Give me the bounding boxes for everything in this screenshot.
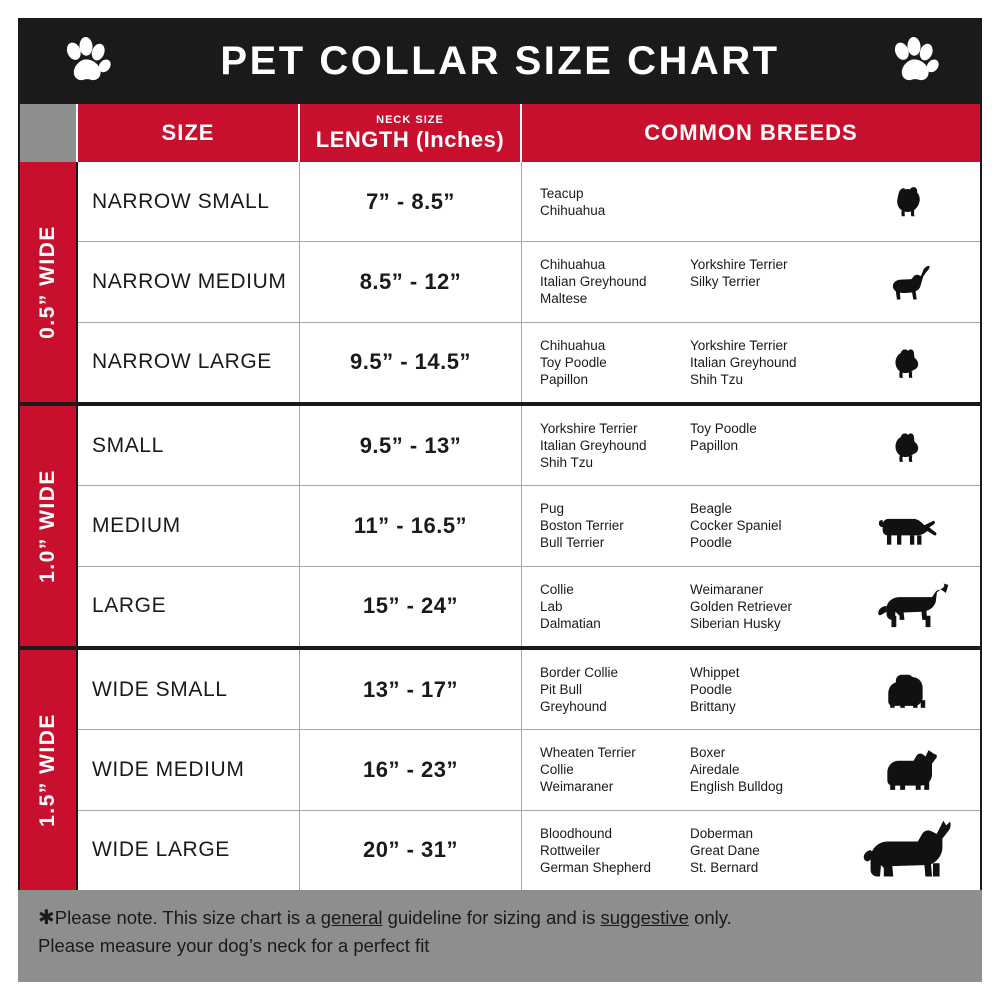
cell-breeds — [522, 650, 980, 729]
group-rows — [78, 162, 980, 402]
chihuahua-dog-icon — [860, 250, 970, 314]
group-label-text: 1.0” WIDE — [36, 469, 60, 583]
bulldog-dog-icon — [860, 658, 970, 722]
beagle-dog-icon — [860, 494, 970, 558]
table-row — [78, 486, 980, 566]
column-header-breeds: COMMON BREEDS — [644, 120, 858, 145]
table-row — [78, 567, 980, 646]
chart-header — [18, 18, 982, 104]
cell-length: 9.5” - 13” — [300, 406, 522, 485]
breed-list-col1: Yorkshire Terrier Italian Greyhound Shih Tzu — [540, 421, 647, 471]
breed-list-col1: Collie Lab Dalmatian — [540, 581, 601, 631]
boxer-dog-icon — [860, 738, 970, 802]
cell-size: WIDE MEDIUM — [78, 730, 300, 809]
breed-list-col2: Boxer Airedale English Bulldog — [690, 745, 784, 795]
breed-list-col2: Weimaraner Golden Retriever Siberian Husky — [690, 581, 793, 631]
disclaimer-text-b: guideline for sizing and is — [382, 907, 601, 928]
breed-list-col1: Teacup Chihuahua — [540, 185, 606, 218]
group-rows — [78, 650, 980, 890]
cell-breeds — [522, 730, 980, 809]
cell-length: 15” - 24” — [300, 567, 522, 646]
column-header-length-main: LENGTH (Inches) — [315, 126, 505, 152]
cell-breeds — [522, 567, 980, 646]
cell-size: WIDE SMALL — [78, 650, 300, 729]
paw-icon — [888, 35, 940, 87]
group-rows — [78, 406, 980, 646]
cell-length: 9.5” - 14.5” — [300, 323, 522, 402]
breed-list-col2: Beagle Cocker Spaniel Poodle — [690, 501, 782, 551]
breed-list-col2: Yorkshire Terrier Italian Greyhound Shih Tzu — [690, 337, 797, 387]
column-header-length-sub: NECK SIZE — [376, 113, 444, 126]
width-group — [20, 650, 980, 890]
breed-list-col2: Doberman Great Dane St. Bernard — [690, 825, 760, 875]
disclaimer-line-2: Please measure your dog’s neck for a perfect fit — [38, 935, 430, 956]
breed-list-col2 — [690, 185, 850, 219]
cell-size: NARROW LARGE — [78, 323, 300, 402]
breed-list-col2: Yorkshire Terrier Silky Terrier — [690, 257, 788, 290]
cell-size: NARROW SMALL — [78, 162, 300, 241]
asterisk-icon: ✱ — [38, 907, 55, 929]
disclaimer-emphasis-general: general — [320, 907, 383, 928]
breed-list-col1: Chihuahua Italian Greyhound Maltese — [540, 257, 647, 307]
doberman-dog-icon — [860, 818, 970, 882]
disclaimer-line-1 — [38, 904, 962, 932]
paw-icon — [60, 35, 112, 87]
cell-size: NARROW MEDIUM — [78, 242, 300, 321]
table-row — [78, 730, 980, 810]
cell-length: 16” - 23” — [300, 730, 522, 809]
pet-collar-size-chart — [18, 18, 982, 982]
table-row — [78, 162, 980, 242]
cell-breeds — [522, 242, 980, 321]
group-label-text: 0.5” WIDE — [36, 225, 60, 339]
cell-breeds — [522, 162, 980, 241]
cell-size: MEDIUM — [78, 486, 300, 565]
cell-length: 11” - 16.5” — [300, 486, 522, 565]
column-header-size: SIZE — [78, 104, 300, 162]
disclaimer-emphasis-suggestive: suggestive — [600, 907, 689, 928]
table-row — [78, 650, 980, 730]
cell-size: SMALL — [78, 406, 300, 485]
pomeranian-dog-icon — [860, 330, 970, 394]
table-header-row — [20, 104, 980, 162]
width-group — [20, 162, 980, 406]
breed-list-col1: Pug Boston Terrier Bull Terrier — [540, 501, 624, 551]
cell-breeds — [522, 406, 980, 485]
cell-length: 20” - 31” — [300, 811, 522, 890]
breed-list-col2: Whippet Poodle Brittany — [690, 665, 740, 715]
cell-size: LARGE — [78, 567, 300, 646]
group-label-text: 1.5” WIDE — [36, 713, 60, 827]
disclaimer-text-a: Please note. This size chart is a — [54, 907, 321, 928]
retriever-dog-icon — [860, 574, 970, 638]
cell-breeds — [522, 811, 980, 890]
table-row — [78, 242, 980, 322]
cell-size: WIDE LARGE — [78, 811, 300, 890]
breed-list-col2: Toy Poodle Papillon — [690, 421, 757, 454]
width-group — [20, 406, 980, 650]
table-body — [20, 162, 980, 890]
cell-length: 8.5” - 12” — [300, 242, 522, 321]
table-row — [78, 323, 980, 402]
cell-length: 13” - 17” — [300, 650, 522, 729]
cell-breeds — [522, 323, 980, 402]
group-label-narrow — [20, 162, 78, 402]
table-row — [78, 811, 980, 890]
breed-list-col1: Bloodhound Rottweiler German Shepherd — [540, 825, 652, 875]
breed-list-col1: Chihuahua Toy Poodle Papillon — [540, 337, 607, 387]
column-header-length — [300, 104, 522, 162]
yorkie-dog-icon — [860, 170, 970, 234]
group-label-standard — [20, 406, 78, 646]
group-label-wide — [20, 650, 78, 890]
cell-breeds — [522, 486, 980, 565]
breed-list-col1: Wheaten Terrier Collie Weimaraner — [540, 745, 636, 795]
header-corner-spacer — [20, 104, 78, 162]
pomeranian-dog-icon — [860, 414, 970, 478]
table-row — [78, 406, 980, 486]
page-title: PET COLLAR SIZE CHART — [220, 38, 780, 83]
disclaimer-note — [18, 890, 982, 982]
disclaimer-text-c: only. — [688, 907, 732, 928]
cell-length: 7” - 8.5” — [300, 162, 522, 241]
breed-list-col1: Border Collie Pit Bull Greyhound — [540, 665, 619, 715]
size-table — [18, 104, 982, 890]
